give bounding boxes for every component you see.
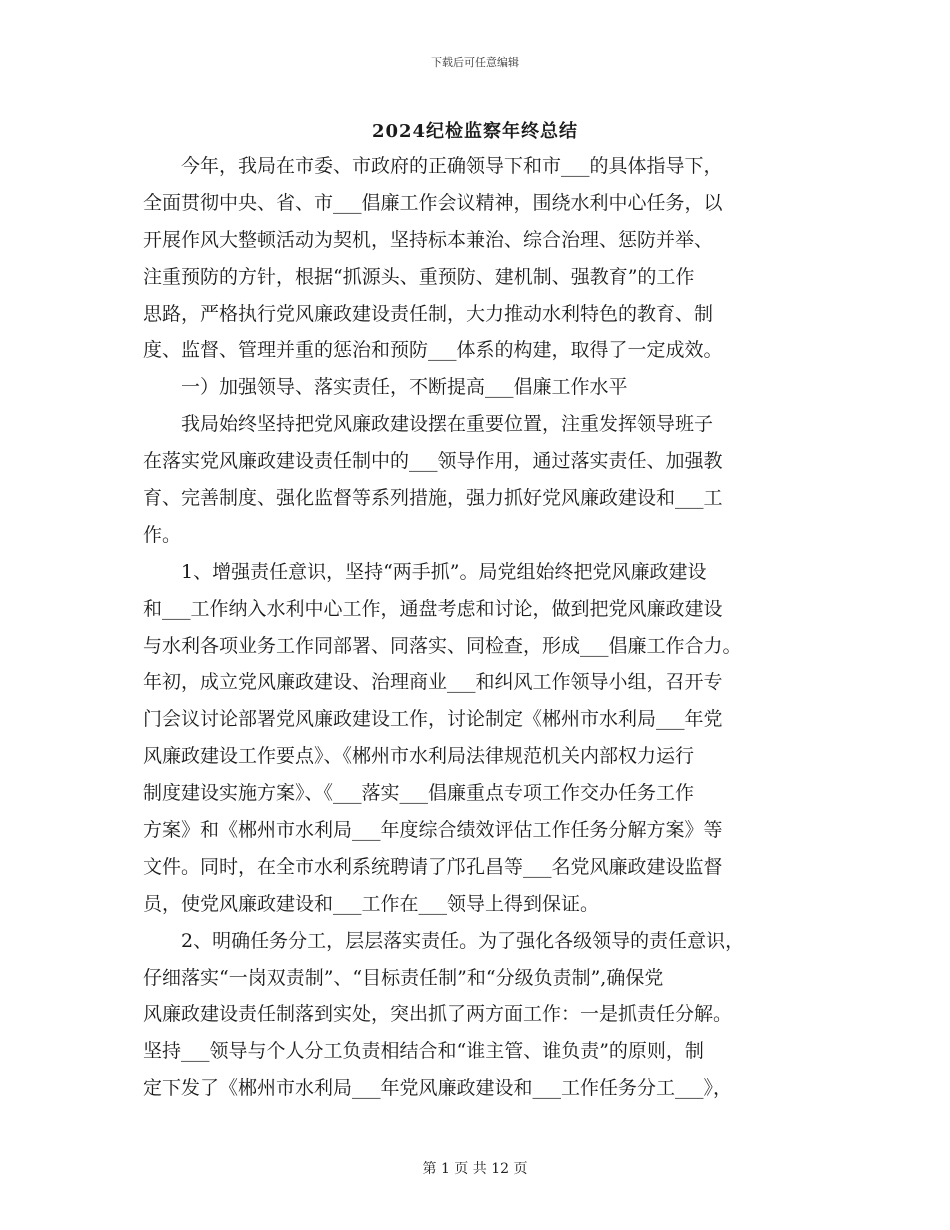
body-line: 思路，严格执行党风廉政建设责任制，大力推动水利特色的教育、制 (143, 302, 714, 325)
body-line: 和___工作纳入水利中心工作，通盘考虑和讨论，做到把党风廉政建设 (143, 597, 723, 620)
body-line: 度、监督、管理并重的惩治和预防___体系的构建，取得了一定成效。 (143, 339, 723, 362)
body-line: 定下发了《郴州市水利局___年党风廉政建设和___工作任务分工___》， (143, 1077, 733, 1100)
body-line: 我局始终坚持把党风廉政建设摆在重要位置，注重发挥领导班子 (181, 413, 714, 436)
body-line: 仔细落实“一岗双责制”、“目标责任制”和“分级负责制”,确保党 (143, 966, 664, 989)
body-line: 一）加强领导、落实责任，不断提高___倡廉工作水平 (181, 376, 628, 399)
body-line: 在落实党风廉政建设责任制中的___领导作用，通过落实责任、加强教 (143, 450, 723, 473)
body-line: 年初，成立党风廉政建设、治理商业___和纠风工作领导小组，召开专 (143, 671, 723, 694)
body-line: 今年，我局在市委、市政府的正确领导下和市___的具体指导下， (181, 155, 723, 177)
body-line: 方案》和《郴州市水利局___年度综合绩效评估工作任务分解方案》等 (143, 819, 723, 842)
body-line: 开展作风大整顿活动为契机，坚持标本兼治、综合治理、惩防并举、 (143, 228, 714, 251)
body-line: 作。 (143, 523, 182, 546)
body-line: 育、完善制度、强化监督等系列措施，强力抓好党风廉政建设和___工 (143, 487, 723, 510)
body-line: 风廉政建设工作要点》、《郴州市水利局法律规范机关内部权力运行 (143, 745, 695, 768)
page-header-note: 下载后可任意编辑 (431, 56, 519, 69)
body-line: 坚持___领导与个人分工负责相结合和“谁主管、谁负责”的原则，制 (143, 1040, 704, 1063)
body-line: 风廉政建设责任制落到实处，突出抓了两方面工作：一是抓责任分解。 (143, 1003, 733, 1026)
body-line: 注重预防的方针，根据“抓源头、重预防、建机制、强教育”的工作 (143, 265, 695, 288)
body-line: 1、增强责任意识，坚持“两手抓”。局党组始终把党风廉政建设 (181, 560, 707, 583)
body-line: 员，使党风廉政建设和___工作在___领导上得到保证。 (143, 892, 600, 915)
body-line: 门会议讨论部署党风廉政建设工作，讨论制定《郴州市水利局___年党 (143, 708, 723, 731)
document-body (143, 148, 823, 1107)
body-line: 全面贯彻中央、省、市___倡廉工作会议精神，围绕水利中心任务，以 (143, 191, 723, 214)
body-line: 制度建设实施方案》、《___落实___倡廉重点专项工作交办任务工作 (143, 782, 695, 805)
document-title: 2024纪检监察年终总结 (371, 121, 579, 142)
body-line: 文件。同时，在全市水利系统聘请了邝孔昌等___名党风廉政建设监督 (143, 855, 723, 878)
body-line: 2、明确任务分工，层层落实责任。为了强化各级领导的责任意识， (181, 929, 745, 952)
body-line: 与水利各项业务工作同部署、同落实、同检查，形成___倡廉工作合力。 (143, 634, 742, 657)
page-number-footer: 第 1 页 共 12 页 (422, 1161, 528, 1177)
